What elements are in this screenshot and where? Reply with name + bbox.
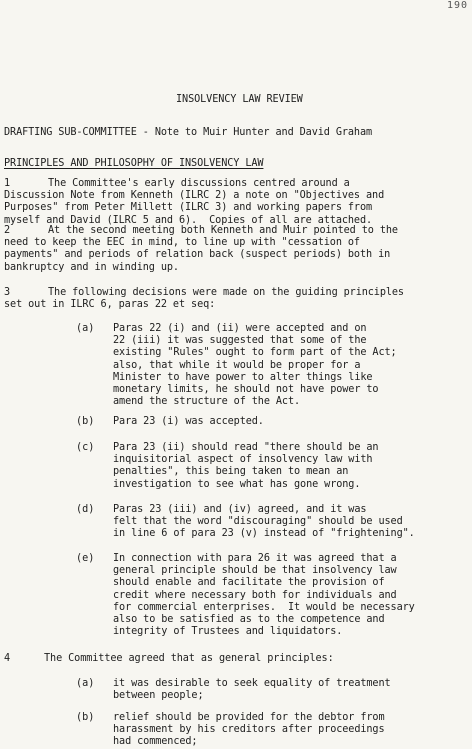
paragraph-number-1: 1	[4, 178, 11, 189]
paragraph-4-text: The Committee agreed that as general principles:	[44, 653, 334, 664]
item-3e-label: (e)	[76, 553, 95, 564]
item-4b-label: (b)	[76, 712, 95, 723]
item-3b-label: (b)	[76, 416, 95, 427]
item-3d-text: Paras 23 (iii) and (iv) agreed, and it was felt that the word "discouraging" should be used in line 6 of para 23 (v) instead of "frightening".	[113, 504, 415, 540]
paragraph-number-2: 2	[4, 225, 11, 236]
item-3d-label: (d)	[76, 504, 95, 515]
item-3c-label: (c)	[76, 442, 95, 453]
paragraph-1-text: The Committee's early discussions centred around a Discussion Note from Kenneth (ILRC 2) a note on "Objectives and Purposes" from Peter Millett (ILRC 3) and working papers from myself and David (ILRC 5 and 6). Copies of all are attached.	[4, 178, 385, 226]
item-3e-text: In connection with para 26 it was agreed that a general principle should be that insolvency law should enable and facilitate the provision of credit where necessary both for individuals and for commercial enterprises. It would be necessary also to be satisfied as to the competence and integrity of Trustees and liquidators.	[113, 553, 415, 638]
item-4b-text: relief should be provided for the debtor from harassment by his creditors after proceedings had commenced;	[113, 712, 385, 748]
paragraph-number-3: 3	[4, 287, 11, 298]
item-3a-label: (a)	[76, 323, 95, 334]
paragraph-2-text: At the second meeting both Kenneth and Muir pointed to the need to keep the EEC in mind, to line up with "cessation of payments" and periods of relation back (suspect periods) both in bankruptcy and in winding up.	[4, 225, 398, 273]
document-title: INSOLVENCY LAW REVIEW	[176, 94, 303, 105]
item-3b-text: Para 23 (i) was accepted.	[113, 416, 264, 427]
paragraph-3-text: The following decisions were made on the guiding principles set out in ILRC 6, paras 22 et seq:	[4, 287, 404, 311]
section-heading: PRINCIPLES AND PHILOSOPHY OF INSOLVENCY LAW	[4, 158, 264, 169]
paragraph-number-4: 4	[4, 653, 11, 664]
item-3c-text: Para 23 (ii) should read "there should be an inquisitorial aspect of insolvency law with penalties", this being taken to mean an investigation to see what has gone wrong.	[113, 442, 379, 490]
item-3a-text: Paras 22 (i) and (ii) were accepted and on 22 (iii) it was suggested that some of the existing "Rules" ought to form part of the Act; also, that while it would be proper for a Minister to have power to alter things like monetary limits, he should not have power to amend the structure of the Act.	[113, 323, 397, 408]
item-4a-text: it was desirable to seek equality of treatment between people;	[113, 678, 391, 702]
document-subtitle: DRAFTING SUB-COMMITTEE - Note to Muir Hunter and David Graham	[4, 127, 373, 138]
page-corner-mark: 190	[446, 0, 468, 11]
item-4a-label: (a)	[76, 678, 95, 689]
